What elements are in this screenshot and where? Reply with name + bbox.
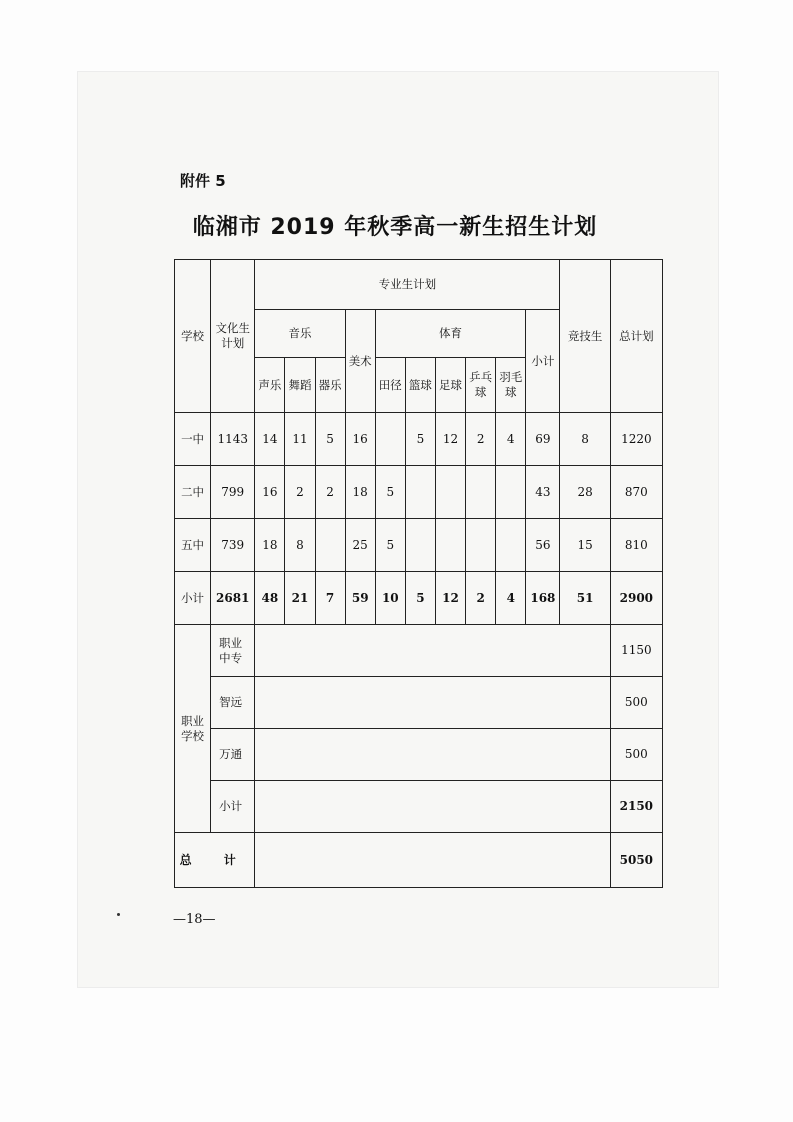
header-subtotal: 小计	[526, 310, 560, 413]
pingpong-value: 2	[466, 572, 496, 625]
athlete-value: 28	[560, 466, 610, 519]
empty-cell	[255, 677, 610, 729]
scan-speck	[117, 913, 120, 916]
football-value: 12	[435, 413, 465, 466]
vocational-name: 小计	[211, 781, 255, 833]
school-name: 一中	[175, 413, 211, 466]
header-sports: 体育	[375, 310, 526, 358]
art-value: 25	[345, 519, 375, 572]
badminton-value	[496, 519, 526, 572]
culture-value: 2681	[211, 572, 255, 625]
vocational-total: 1150	[610, 625, 662, 677]
vocational-name: 职业中专	[211, 625, 255, 677]
culture-value: 739	[211, 519, 255, 572]
school-name: 小计	[175, 572, 211, 625]
art-value: 18	[345, 466, 375, 519]
subtotal-value: 56	[526, 519, 560, 572]
vocational-total: 500	[610, 729, 662, 781]
pingpong-value: 2	[466, 413, 496, 466]
instrument-value: 5	[315, 413, 345, 466]
instrument-value	[315, 519, 345, 572]
vocal-value: 14	[255, 413, 285, 466]
vocational-total: 500	[610, 677, 662, 729]
vocational-name: 万通	[211, 729, 255, 781]
track-value: 10	[375, 572, 405, 625]
instrument-value: 7	[315, 572, 345, 625]
subtotal-value: 69	[526, 413, 560, 466]
document-title: 临湘市 2019 年秋季高一新生招生计划	[192, 215, 598, 240]
vocal-value: 16	[255, 466, 285, 519]
empty-cell	[255, 833, 610, 888]
header-culture-plan: 文化生计划	[211, 260, 255, 413]
header-vocal: 声乐	[255, 358, 285, 413]
badminton-value: 4	[496, 572, 526, 625]
header-football: 足球	[435, 358, 465, 413]
track-value: 5	[375, 466, 405, 519]
dance-value: 21	[285, 572, 315, 625]
vocational-row	[175, 729, 663, 781]
header-track-field: 田径	[375, 358, 405, 413]
art-value: 16	[345, 413, 375, 466]
badminton-value	[496, 466, 526, 519]
school-name: 五中	[175, 519, 211, 572]
pingpong-value	[466, 466, 496, 519]
subtotal-row	[175, 572, 663, 625]
grand-total-label: 总 计	[175, 833, 255, 888]
header-specialty-plan: 专业生计划	[255, 260, 560, 310]
vocal-value: 48	[255, 572, 285, 625]
track-value: 5	[375, 519, 405, 572]
page-number: —18—	[173, 912, 216, 927]
table-row	[175, 413, 663, 466]
pingpong-value	[466, 519, 496, 572]
instrument-value: 2	[315, 466, 345, 519]
basketball-value	[405, 519, 435, 572]
athlete-value: 51	[560, 572, 610, 625]
empty-cell	[255, 781, 610, 833]
table-row	[175, 466, 663, 519]
total-value: 870	[610, 466, 662, 519]
badminton-value: 4	[496, 413, 526, 466]
athlete-value: 8	[560, 413, 610, 466]
dance-value: 11	[285, 413, 315, 466]
empty-cell	[255, 729, 610, 781]
subtotal-value: 43	[526, 466, 560, 519]
vocal-value: 18	[255, 519, 285, 572]
header-instrument: 器乐	[315, 358, 345, 413]
football-value: 12	[435, 572, 465, 625]
vocational-row	[175, 677, 663, 729]
header-dance: 舞蹈	[285, 358, 315, 413]
total-value: 810	[610, 519, 662, 572]
vocational-row	[175, 625, 663, 677]
basketball-value	[405, 466, 435, 519]
table-row	[175, 519, 663, 572]
header-art: 美术	[345, 310, 375, 413]
header-athlete: 竞技生	[560, 260, 610, 413]
athlete-value: 15	[560, 519, 610, 572]
enrollment-plan-table	[174, 259, 663, 888]
football-value	[435, 519, 465, 572]
attachment-label: 附件 5	[180, 172, 226, 190]
header-school: 学校	[175, 260, 211, 413]
grand-total-value: 5050	[610, 833, 662, 888]
school-name: 二中	[175, 466, 211, 519]
subtotal-value: 168	[526, 572, 560, 625]
art-value: 59	[345, 572, 375, 625]
header-pingpong: 乒乓球	[466, 358, 496, 413]
empty-cell	[255, 625, 610, 677]
culture-value: 1143	[211, 413, 255, 466]
header-badminton: 羽毛球	[496, 358, 526, 413]
football-value	[435, 466, 465, 519]
total-value: 1220	[610, 413, 662, 466]
dance-value: 2	[285, 466, 315, 519]
basketball-value: 5	[405, 413, 435, 466]
header-total-plan: 总计划	[610, 260, 662, 413]
vocational-total: 2150	[610, 781, 662, 833]
vocational-row	[175, 781, 663, 833]
dance-value: 8	[285, 519, 315, 572]
total-value: 2900	[610, 572, 662, 625]
vocational-label: 职业学校	[175, 625, 211, 833]
grand-total-row	[175, 833, 663, 888]
vocational-name: 智远	[211, 677, 255, 729]
header-basketball: 篮球	[405, 358, 435, 413]
basketball-value: 5	[405, 572, 435, 625]
culture-value: 799	[211, 466, 255, 519]
track-value	[375, 413, 405, 466]
header-music: 音乐	[255, 310, 345, 358]
